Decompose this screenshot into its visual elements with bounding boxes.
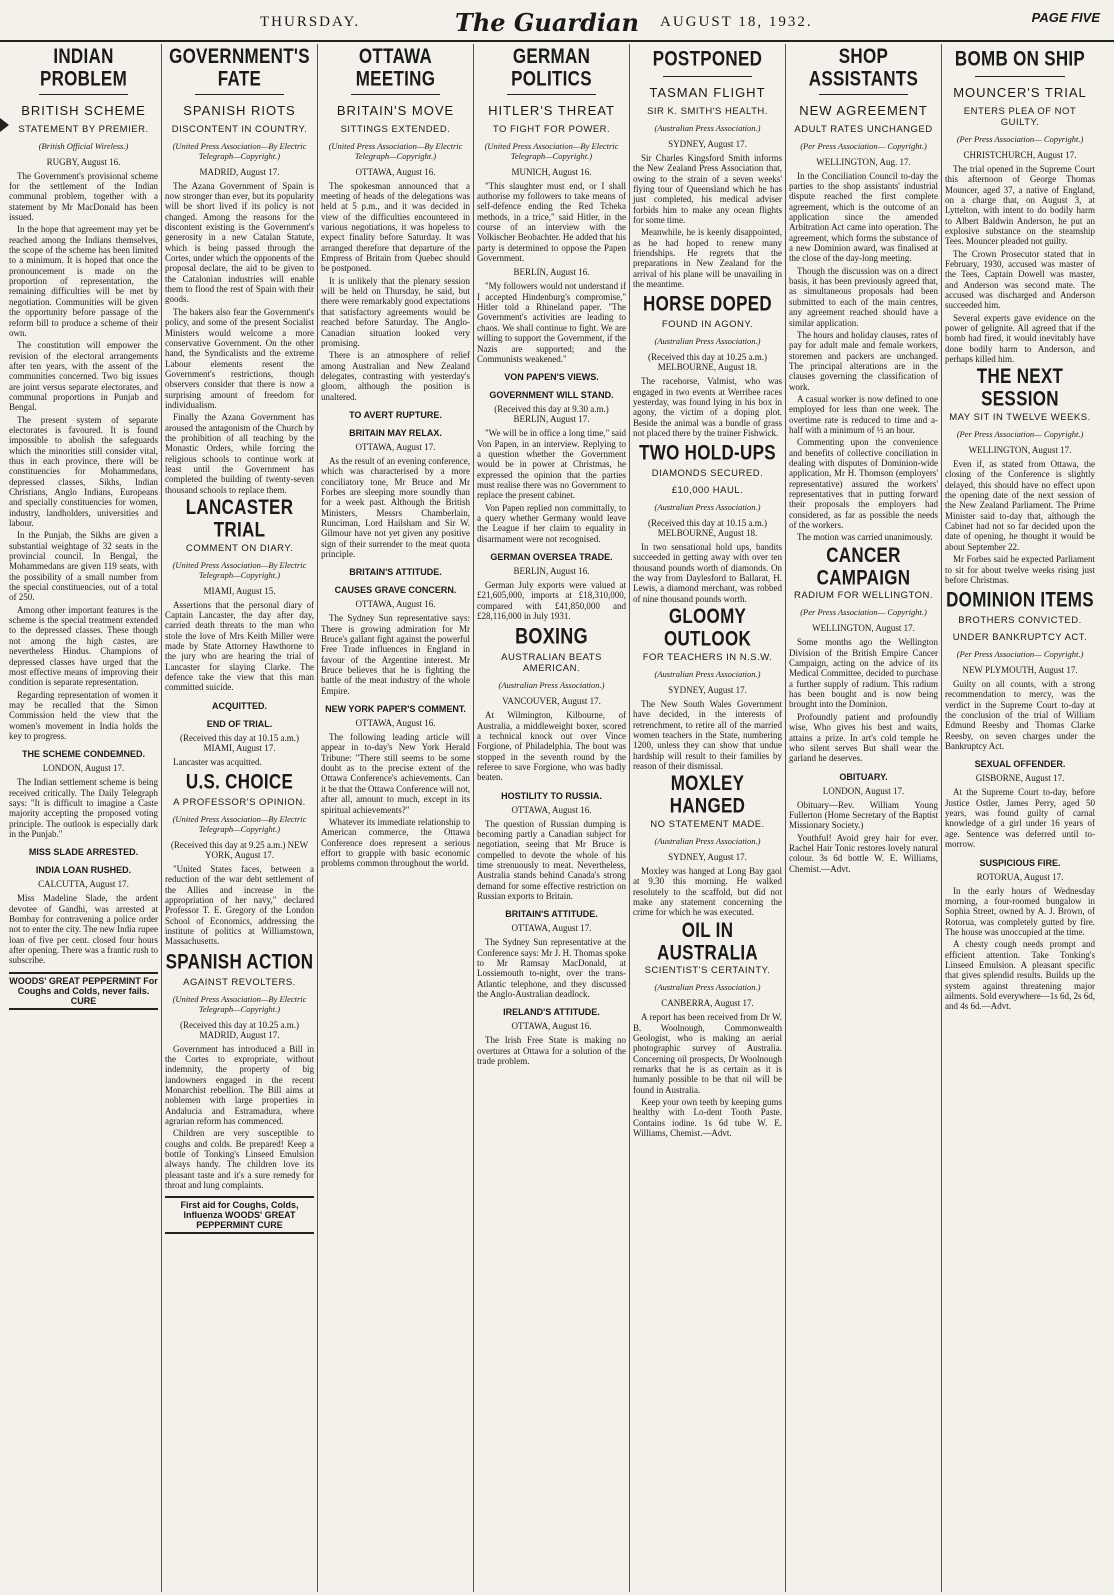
credit: (Australian Press Association.)	[654, 835, 761, 846]
paragraph: A casual worker is now defined to one employed for less than one week. The overtime rate is reduced to time and a-half with a minimum of ½ an hour.	[789, 393, 938, 435]
dateline: NEW PLYMOUTH, August 17.	[962, 665, 1078, 676]
paragraph: Guilty on all counts, with a strong recommendation to mercy, was the verdict in the Supreme Court to-day at the conclusion of the trial of William Edmund Reesby and Thomas Clarke Reesby, on seven charges under the Bankruptcy Act.	[945, 679, 1095, 752]
subhead: STATEMENT BY PREMIER.	[18, 123, 149, 135]
credit: (United Press Association—By Electric Telegraph—Copyright.)	[172, 140, 307, 161]
paragraph: Finally the Azana Government has aroused the antagonism of the Church by the prohibition of all teaching by the Monastic Orders, while forcing the religious schools to continue work at least until the Government has completed the building of twenty-seven thousand schools to replace them.	[165, 412, 314, 495]
credit: (Australian Press Association.)	[654, 122, 761, 133]
subhead: AUSTRALIAN BEATS AMERICAN.	[501, 652, 602, 675]
headline-two-hold-ups: TWO HOLD-UPS	[639, 440, 776, 465]
section-heading: GOVERNMENT WILL STAND.	[489, 390, 614, 401]
paragraph: In the Punjab, the Sikhs are given a substantial weightage of 32 seats in the provincial council. In Bengal, the Mohammedans are given 119 seats, with the possibility of a small number from the special constituencies, out of a total of 250.	[9, 530, 158, 603]
paragraph: "United States faces, between a reduction of the war debt settlement of the Allies and increase in the appropriation of her navy," declared Professor T. E. Gregory of the London School of Economics, addressing the institute of politics at Williamstown, Massachusetts.	[165, 863, 314, 947]
section-heading: BRITAIN'S ATTITUDE.	[349, 567, 442, 578]
dateline: MADRID, August 17.	[199, 166, 280, 177]
headline-german-politics: GERMAN POLITICS	[511, 44, 592, 91]
dateline: OTTAWA, August 16.	[355, 599, 436, 610]
paragraph: Von Papen replied non committally, to a query whether Germany would leave the League if her claim to equality in disarmament were not recognised.	[477, 502, 626, 544]
paragraph: Assertions that the personal diary of Captain Lancaster, the day after day, carried death threats to the man who stole the love of Mrs Keith Miller were made by State Attorney Hawthorne to the jury who are hearing the trial of Lancaster for slaying Clarke. The defence take the view that this man committed suicide.	[165, 599, 314, 693]
paragraph: The bakers also fear the Government's policy, and some of the present Socialist Ministers would welcome a more conservative Government. On the other hand, the Syndicalists and the extreme Labour elements resent the Government's restrictions, though observers consider that there is now a surprising amount of freedom for individualism.	[165, 306, 314, 410]
dateline: CANBERRA, August 17.	[661, 998, 754, 1009]
dateline: ROTORUA, August 17.	[976, 871, 1064, 882]
paragraph: The Indian settlement scheme is being received critically. The Daily Telegraph says: "It is difficult to imagine a Caste majority accepting the proposed voting principle. The outlook is especially dark in the Punjab."	[9, 777, 158, 839]
section-heading: BRITAIN MAY RELAX.	[349, 427, 442, 438]
section-heading: SUSPICIOUS FIRE.	[979, 857, 1061, 868]
credit: (Per Press Association— Copyright.)	[956, 649, 1084, 660]
paragraph: Mr Forbes said he expected Parliament to sit for about twelve weeks rising just before Christmas.	[945, 554, 1095, 585]
divider	[351, 94, 440, 95]
subhead: £10,000 HAUL.	[671, 485, 744, 497]
paragraph: Moxley was hanged at Long Bay gaol at 9.30 this morning. He walked resolutely to the scaffold, but did not make any statement concerning the crime for which he was executed.	[633, 865, 782, 918]
paragraph: At Wilmington, Kilbourne, of Australia, a middleweight boxer, scored a technical knock out over Vince Forgione, of Philadelphia. The bout was stopped in the seventh round by the referee to save Forgione, who was badly beaten.	[477, 710, 626, 783]
paragraph: Regarding representation of women it may be recalled that the Simon Commission held the view that the women's movement in India holds the key to progress.	[9, 689, 158, 741]
section-heading: SEXUAL OFFENDER.	[974, 759, 1066, 770]
dateline: SYDNEY, August 17.	[668, 851, 747, 862]
column-5	[630, 44, 786, 1592]
paragraph: At the Supreme Court to-day, before Justice Ostler, James Perry, aged 50 years, was found guilty of carnal knowledge of a girl under 16 years of age. Sentence was deferred until to-morrow.	[945, 787, 1095, 850]
column-7	[942, 44, 1098, 1592]
headline-horse-doped: HORSE DOPED	[643, 291, 772, 316]
paragraph: Lancaster was acquitted.	[173, 756, 262, 767]
dateline: RUGBY, August 16.	[46, 156, 121, 167]
headline-bomb-on-ship: BOMB ON SHIP	[954, 46, 1086, 71]
credit: (United Press Association—By Electric Telegraph—Copyright.)	[484, 140, 619, 161]
paragraph: Children are very susceptible to coughs and colds. Be prepared! Keep a bottle of Tonking's Linseed Emulsion always handy. The children love its pleasant taste and it's a sure remedy for throat and lung complaints.	[165, 1128, 314, 1191]
newspaper-columns	[6, 44, 1108, 1592]
column-6	[786, 44, 942, 1592]
paragraph: As the result of an evening conference, which was characterised by a more conciliatory tone, Mr Bruce and Mr Forbes are sleeping more soundly than for a week past. Although the British Ministers, Messrs Chamberlain, Runciman, Lord Hailsham and Sir W. Gilmour have not yet given any positive sign of their surrender to the meat quota principle.	[321, 455, 470, 559]
credit: (Australian Press Association.)	[654, 668, 761, 679]
paragraph: It is unlikely that the plenary session will be held on Thursday, he said, but there were remarkably good expectations that satisfactory agreements would be reached before Saturday. The Anglo-Canadian situation looked very promising.	[321, 275, 470, 348]
paragraph: The following leading article will appear in to-day's New York Herald Tribune: "There still seems to be some doubt as to the precise extent of the Ottawa Conference's achievements. Can it be that the Ottawa Conference will not, after all, amount to much, except in its spiritual achievements?"	[321, 732, 470, 815]
section-heading: VON PAPEN'S VIEWS.	[504, 372, 599, 383]
credit: (Australian Press Association.)	[654, 982, 761, 993]
paragraph: The Sydney Sun representative at the Conference says: Mr J. H. Thomas spoke to Mr Ramsay MacDonald, at Lossiemouth to-night, over the trans-Atlantic telephone, and they discussed the Anglo-Australian deadlock.	[477, 937, 626, 1000]
paragraph: In the hope that agreement may yet be reached among the Indians themselves, the scope of the scheme has been limited to a minimum. It is hoped that once the pronouncement is made on the proportion of representation, the remaining difficulties will be met by negotiation. Communities will be given the opportunity before passage of the reform bill to produce a scheme of their own.	[9, 224, 158, 338]
subhead: SIR K. SMITH'S HEALTH.	[647, 105, 768, 117]
credit: (United Press Association—By Electric Telegraph—Copyright.)	[172, 993, 307, 1014]
dateline: (Received this day at 10.15 a.m.) MIAMI, August 17.	[180, 732, 299, 753]
divider	[195, 94, 284, 95]
dateline: MUNICH, August 16.	[511, 166, 592, 177]
masthead-page-number: PAGE FIVE	[1031, 10, 1100, 25]
dateline: (Received this day at 9.30 a.m.) BERLIN, August 17.	[494, 404, 609, 425]
divider	[975, 76, 1065, 77]
divider	[39, 94, 128, 95]
paragraph: Commenting upon the convenience and benefits of collective conciliation in dealing with disputes of Dominion-wide application, Mr H. Thomson (employers' representative) assured the workers' representatives that in putting forward their proposals the employers had considered, as far as possible the needs of the workers.	[789, 437, 938, 531]
paragraph: Among other important features is the scheme is the special treatment extended to the depressed classes. These though not among the high castes, are nevertheless Hindus. Champions of depressed classes have urged that the most effective means of improving their condition is separate representation.	[9, 604, 158, 688]
paragraph: Obituary—Rev. William Young Fullerton (Home Secretary of the Baptist Missionary Society.)	[789, 799, 938, 831]
paragraph: In the Conciliation Council to-day the parties to the shop assistants' industrial dispute reached the first complete agreement, which is the outcome of an application since the amended Arbitration Act came into operation. The agreement, which forms the substance of a new Dominion award, was finalised at the close of the day-long meeting.	[789, 170, 938, 264]
column-3	[318, 44, 474, 1592]
subhead: DIAMONDS SECURED.	[651, 468, 764, 480]
paragraph: Meanwhile, he is keenly disappointed, as he had hoped to renew many friendships. He regrets that the preparations in New Zealand for the arrival of his plane will be unavailing in the meantime.	[633, 227, 782, 289]
credit: (Australian Press Association.)	[498, 680, 605, 691]
paragraph: Though the discussion was on a direct basis, it has been previously agreed that, as simultaneous proposals had been submitted to each of the main centres, any agreement reached should have a similar application.	[789, 265, 938, 328]
section-heading: NEW YORK PAPER'S COMMENT.	[325, 704, 466, 715]
subhead: BROTHERS CONVICTED.	[958, 615, 1082, 627]
divider	[663, 76, 752, 77]
dateline: OTTAWA, August 16.	[511, 1021, 592, 1032]
subhead: SCIENTIST'S CERTAINTY.	[644, 965, 771, 977]
paragraph: "My followers would not understand if I accepted Hindenburg's compromise," Hitler told a Rhineland paper. "The Government's activities are leading to chaos. We shall continue to fight. We are willing to support the Government, if the Nazis are supported; and the Communists weakened."	[477, 281, 626, 364]
subhead: MAY SIT IN TWELVE WEEKS.	[949, 412, 1091, 424]
subhead: A PROFESSOR'S OPINION.	[173, 796, 306, 808]
paragraph: The Sydney Sun representative says: There is growing admiration for Mr Bruce's gallant fight against the powerful Free Trade influences in England in favour of the Argentine interest. Mr Bruce believes that he is fighting the battle of the meat industry of the whole Empire.	[321, 613, 470, 696]
paragraph: The Government's provisional scheme for the settlement of the Indian communal problem, together with a statement by Mr MacDonald has been issued.	[9, 170, 158, 223]
paragraph: In the early hours of Wednesday morning, a four-roomed bungalow in Sophia Street, owned by A. J. Brown, of Rotorua, was completely gutted by fire. The house was unoccupied at the time.	[945, 885, 1095, 937]
paragraph: A report has been received from Dr W. B. Woolnough, Commonwealth Geologist, who is making an aerial photographic survey of Australia. Concerning oil prospects, Dr Woolnough remarks that he is as certain as it is humanly possible to be that oil will be found in Australia.	[633, 1012, 782, 1095]
subhead: UNDER BANKRUPTCY ACT.	[952, 632, 1088, 644]
credit: (United Press Association—By Electric Telegraph—Copyright.)	[172, 559, 307, 580]
subhead: AGAINST REVOLTERS.	[183, 976, 296, 988]
subhead: RADIUM FOR WELLINGTON.	[793, 590, 934, 602]
dateline: OTTAWA, August 17.	[355, 441, 436, 452]
headline-next-session: THE NEXT SESSION	[976, 364, 1064, 411]
dateline: OTTAWA, August 16.	[355, 166, 436, 177]
credit: (British Official Wireless.)	[38, 140, 129, 151]
section-heading: END OF TRIAL.	[206, 718, 273, 729]
dateline: CHRISTCHURCH, August 17.	[963, 149, 1077, 160]
paragraph: The question of Russian dumping is becoming partly a Canadian subject for negotiation, seeing that Mr Bruce is compelled to devote the whole of his time strenuously to meat. Nevertheless, Australia stands behind Canada's strong demand for some effective restriction on Russian exports to Britain.	[477, 818, 626, 902]
subhead: ENTERS PLEA OF NOT GUILTY.	[963, 105, 1077, 128]
dateline: LONDON, August 17.	[42, 763, 125, 774]
subhead: FOUND IN AGONY.	[661, 319, 754, 331]
section-heading: BRITAIN'S ATTITUDE.	[505, 909, 598, 920]
credit: (Per Press Association— Copyright.)	[800, 140, 927, 151]
headline-moxley-hanged: MOXLEY HANGED	[669, 771, 746, 818]
paragraph: The trial opened in the Supreme Court this afternoon of George Thomas Mouncer, aged 37, a native of England, on a charge that, on August 3, at Lyttelton, with intent to do bodily harm to Albert Baldwin Anderson, he put an explosive substance on the steamship Tees. Mouncer pleaded not guilty.	[945, 163, 1095, 247]
dateline: SYDNEY, August 17.	[668, 138, 747, 149]
section-heading: ACQUITTED.	[212, 700, 267, 711]
paragraph: Several experts gave evidence on the power of gelignite. All agreed that if the bomb had fired, it would inevitably have done bodily harm to Anderson, and perhaps killed him.	[945, 312, 1095, 365]
masthead-paper-title: The Guardian	[455, 8, 639, 37]
subhead: TO FIGHT FOR POWER.	[492, 123, 611, 135]
headline-governments-fate: GOVERNMENT'S FATE	[169, 44, 310, 91]
headline-postponed: POSTPONED	[652, 46, 763, 71]
paragraph: A chesty cough needs prompt and efficient attention. Take Tonking's Linseed Emulsion. A pleasant specific that gives splendid results. Builds up the system against threatening major ailments. Sold everywhere—1s 6d, 2s 6d, and 4s 6d.—Advt.	[945, 939, 1095, 1012]
paragraph: Whatever its immediate relationship to American commerce, the Ottawa Conference does represent a serious effort to grapple with basic economic problems common throughout the world.	[321, 816, 470, 869]
dateline: (Received this day at 10.25 a.m.) MELBOURNE, August 18.	[648, 352, 767, 373]
masthead	[0, 0, 1114, 42]
paragraph: The constitution will empower the revision of the electoral arrangements after ten years, with the assent of the communities concerned. Two big issues are joint versus separate electorates, and communal proportions in Punjab and Bengal.	[9, 340, 158, 413]
paragraph: The racehorse, Valmist, who was engaged in two events at Werribee races yesterday, was found lying in his box in agony, the victim of a doping plot. Beside the animal was a bundle of grass not placed there by the trainer Fishwick.	[633, 376, 782, 438]
paragraph: There is an atmosphere of relief among Australian and New Zealand delegates, contrasting with yesterday's gloom, although the position is unaltered.	[321, 350, 470, 402]
headline-us-choice: U.S. CHOICE	[185, 769, 294, 794]
dateline: WELLINGTON, Aug. 17.	[816, 156, 911, 167]
paragraph: Profoundly patient and profoundly wise, Who gives his best and waits, attains a prize. In art's cold temple he who silent serves But shall wear the garland he deserves.	[789, 711, 938, 764]
subhead: HITLER'S THREAT	[488, 102, 615, 118]
paragraph: The motion was carried unanimously.	[797, 532, 933, 543]
dateline: OTTAWA, August 16.	[511, 804, 592, 815]
credit: (Per Press Association— Copyright.)	[956, 133, 1084, 144]
paragraph: The Irish Free State is making no overtures at Ottawa for a solution of the trade problem.	[477, 1035, 626, 1067]
paragraph: In two sensational hold ups, bandits succeeded in getting away with over ten thousand pounds worth of diamonds. On the way from Daylesford to Ballarat, H. Lewis, a diamond merchant, was robbed of nine thousand pounds worth.	[633, 542, 782, 604]
masthead-date: AUGUST 18, 1932.	[660, 14, 813, 30]
divider	[507, 94, 596, 95]
dateline: BERLIN, August 16.	[513, 565, 590, 576]
section-heading: IRELAND'S ATTITUDE.	[503, 1007, 600, 1018]
paragraph: The Crown Prosecutor stated that in February, 1930, accused was master of the Tees, Captain Dowell was master, and Anderson was second mate. The accused was discharged and Anderson succeeded him.	[945, 248, 1095, 311]
headline-cancer-campaign: CANCER CAMPAIGN	[816, 543, 911, 590]
subhead: BRITAIN'S MOVE	[336, 102, 455, 118]
masthead-day: THURSDAY.	[260, 14, 361, 30]
credit: (United Press Association—By Electric Telegraph—Copyright.)	[328, 140, 463, 161]
dateline: LONDON, August 17.	[822, 785, 905, 796]
subhead: ADULT RATES UNCHANGED	[794, 123, 933, 135]
paragraph: Miss Madeline Slade, the ardent devotee of Gandhi, was arrested at Bombay for contravening a police order not to enter the city. The new India rupee loan of five per cent. closed four hours after opening. There was a frantic rush to subscribe.	[9, 893, 158, 966]
dateline: (Received this day at 10.25 a.m.) MADRID, August 17.	[180, 1019, 299, 1040]
paragraph: Youthful! Avoid grey hair for ever. Rachel Hair Tonic restores lovely natural colour. 3s 6d bottle W. E. Williams, Chemist.—Advt.	[789, 832, 938, 874]
advertisement: First aid for Coughs, Colds, Influenza WOODS' GREAT PEPPERMINT CURE	[165, 1196, 314, 1234]
dateline: MIAMI, August 15.	[203, 585, 276, 596]
credit: (Australian Press Association.)	[654, 502, 761, 513]
headline-oil-in-australia: OIL IN AUSTRALIA	[657, 917, 758, 964]
column-1	[6, 44, 162, 1592]
credit: (United Press Association—By Electric Telegraph—Copyright.)	[172, 813, 307, 834]
section-heading: GERMAN OVERSEA TRADE.	[490, 551, 613, 562]
subhead: TASMAN FLIGHT	[649, 84, 766, 100]
paragraph: German July exports were valued at £21,605,000, imports at £18,310,000, compared with £41,850,000 and £28,116,000 in July 1931.	[477, 579, 626, 621]
paragraph: "We will be in office a long time," said Von Papen, in an interview. Replying to a question whether the Government would be in power at Christmas, he expressed the opinion that the parties must realise there was no Government to replace the present cabinet.	[477, 428, 626, 501]
advertisement: WOODS' GREAT PEPPERMINT For Coughs and Colds, never fails. CURE	[9, 972, 158, 1010]
dateline: WELLINGTON, August 17.	[812, 623, 915, 634]
dateline: VANCOUVER, August 17.	[502, 696, 601, 707]
headline-lancaster-trial: LANCASTER TRIAL	[185, 495, 294, 542]
subhead: BRITISH SCHEME	[21, 102, 146, 118]
subhead: FOR TEACHERS IN N.S.W.	[642, 651, 773, 663]
paragraph: The spokesman announced that a meeting of heads of the delegations was held at 5 p.m., and it was decided in view of the difficulties encountered in various negotiations, it was hopeless to expect finality before Saturday. It was arranged therefore that departure of the Empress of Britain from Quebec should be postponed.	[321, 180, 470, 274]
headline-spanish-action: SPANISH ACTION	[165, 949, 314, 973]
paragraph: Keep your own teeth by keeping gums healthy with Lo-dent Tooth Paste. Contains iodine. 1s 6d tube W. E. Williams, Chemist.—Advt.	[633, 1097, 782, 1139]
section-heading: THE SCHEME CONDEMNED.	[21, 749, 145, 760]
dateline: (Received this day at 10.15 a.m.) MELBOURNE, August 18.	[648, 518, 767, 539]
paragraph: Government has introduced a Bill in the Cortes to expropriate, without indemnity, the property of big landowners engaged in the recent Monarchist rebellion. The Bill aims at noblemen with large properties in Andalucia and Estramadura, where agrarian reform has commenced.	[165, 1043, 314, 1126]
dateline: OTTAWA, August 17.	[511, 923, 592, 934]
dateline: SYDNEY, August 17.	[668, 684, 747, 695]
subhead: NO STATEMENT MADE.	[650, 818, 765, 830]
paragraph: Some months ago the Wellington Division of the British Empire Cancer Campaign, acting on the advice of its Medical Committee, decided to purchase a further supply of radium. This radium has been bought and is now being brought into the Dominion.	[789, 637, 938, 710]
subhead: SPANISH RIOTS	[183, 102, 296, 118]
credit: (Per Press Association— Copyright.)	[956, 429, 1084, 440]
dateline: OTTAWA, August 16.	[355, 718, 436, 729]
subhead: SITTINGS EXTENDED.	[340, 123, 451, 135]
dateline: (Received this day at 9.25 a.m.) NEW YORK, August 17.	[170, 839, 309, 860]
dateline: CALCUTTA, August 17.	[38, 879, 129, 890]
headline-dominion-items: DOMINION ITEMS	[946, 587, 1094, 612]
section-heading: HOSTILITY TO RUSSIA.	[501, 790, 602, 801]
paragraph: The hours and holiday clauses, rates of pay for adult male and female workers, storemen and packers are unchanged. The principal alterations are in the clauses governing the classification of work.	[789, 329, 938, 392]
section-heading: TO AVERT RUPTURE.	[349, 409, 442, 420]
subhead: COMMENT ON DIARY.	[185, 542, 294, 554]
headline-shop-assistants: SHOP ASSISTANTS	[808, 44, 919, 91]
paragraph: Even if, as stated from Ottawa, the closing of the Conference is slightly delayed, this should have no effect upon the opening date of the next session of the New Zealand Parliament. The Prime Minister said to-day that, although the Cabinet had not so far decided upon the date of opening, he thought it would be about September 22.	[945, 459, 1095, 552]
column-2	[162, 44, 318, 1592]
dateline: GISBORNE, August 17.	[975, 773, 1065, 784]
section-heading: INDIA LOAN RUSHED.	[35, 865, 132, 876]
credit: (Per Press Association— Copyright.)	[800, 607, 927, 618]
divider	[819, 94, 908, 95]
section-heading: MISS SLADE ARRESTED.	[28, 847, 139, 858]
paragraph: The Azana Government of Spain is now stronger than ever, but its popularity will be short lived if its policy is not changed. Among the reasons for the discontent existing is the Government's generosity in a new Catalan Statute, which is being passed through the Cortes, under which the opponents of the proposal declare, the aid to be given to the Catalonian industries will enable them to flood the rest of Spain with their goods.	[165, 180, 314, 305]
headline-ottawa-meeting: OTTAWA MEETING	[355, 44, 436, 91]
dateline: BERLIN, August 16.	[513, 267, 590, 278]
dateline: WELLINGTON, August 17.	[968, 445, 1072, 456]
subhead: NEW AGREEMENT	[799, 102, 928, 118]
credit: (Australian Press Association.)	[654, 336, 761, 347]
paragraph: The New South Wales Government have decided, in the interests of retrenchment, to retire all of the married women teachers in the State, numbering 1200, unless they can show that undue hardship will result to their families by reason of their dismissal.	[633, 698, 782, 771]
subhead: MOUNCER'S TRIAL	[953, 84, 1087, 100]
paragraph: The present system of separate electorates is favoured. It is found impossible to abolish the safeguards which the minorities still consider vital, thus in each province, there will be constituencies for Mohammedans, depressed classes, Sikhs, Indian Christians, Anglo Indians, Europeans and specially constituencies for women, industry, landholders, universities and labour.	[9, 414, 158, 529]
headline-gloomy-outlook: GLOOMY OUTLOOK	[663, 604, 752, 651]
headline-boxing: BOXING	[515, 623, 588, 649]
column-4	[474, 44, 630, 1592]
paragraph: Sir Charles Kingsford Smith informs the New Zealand Press Association that, owing to the strain of a seven weeks' flying tour of Queensland which he has just completed, his medical adviser forbids him to make any ocean flights for some time.	[633, 152, 782, 225]
section-heading: OBITUARY.	[839, 771, 888, 782]
paragraph: "This slaughter must end, or I shall authorise my followers to take means of self-defence ending the Red Tcheka methods, in a trice," said Hitler, in the course of an interview with the Volkischer Beobachter. He added that his party is determined to oppose the Papen Government.	[477, 180, 626, 264]
headline-indian-problem: INDIAN PROBLEM	[39, 44, 128, 91]
subhead: DISCONTENT IN COUNTRY.	[171, 123, 308, 135]
section-heading: CAUSES GRAVE CONCERN.	[334, 585, 457, 596]
